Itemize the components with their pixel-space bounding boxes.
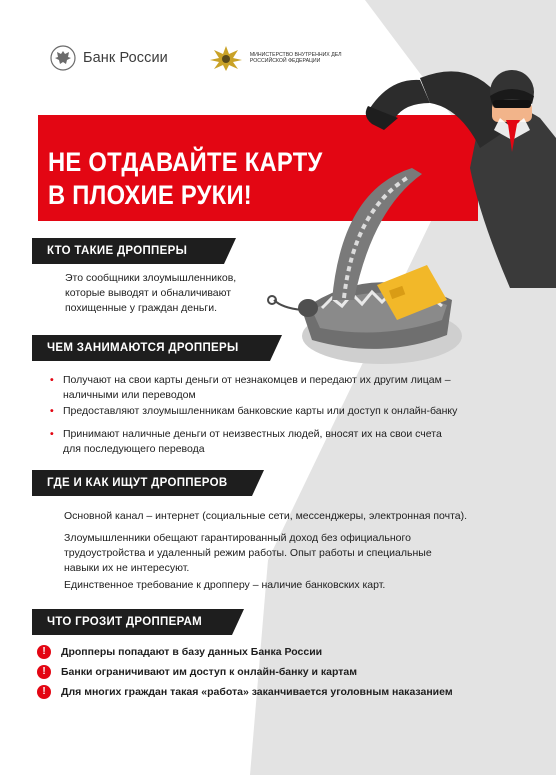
where-line: Единственное требование к дропперу – наличие банковских карт. (64, 579, 386, 591)
bullet-dot: • (50, 405, 54, 417)
title-line2: В ПЛОХИЕ РУКИ! (48, 180, 252, 210)
mvd-logo (208, 44, 350, 72)
threat-item (37, 665, 357, 679)
warning-icon: ! (37, 645, 51, 659)
what-bullet (50, 404, 533, 419)
mvd-name-line1: МИНИСТЕРСТВО ВНУТРЕННИХ ДЕЛ (249, 51, 342, 58)
where-line: трудоустройства и удаленный режим работы. Опыт работы и специальные (64, 547, 432, 559)
warning-icon: ! (37, 665, 51, 679)
cbr-name: Банк России (83, 50, 168, 66)
what-bullet (50, 373, 533, 403)
what-bullet (50, 427, 533, 457)
section-threat-title: ЧТО ГРОЗИТ ДРОППЕРАМ (47, 616, 203, 628)
threat-text: Для многих граждан такая «работа» заканчивается уголовным наказанием (61, 686, 453, 698)
bullet-dot: • (50, 374, 54, 386)
where-paragraph (64, 531, 432, 576)
bear-trap-illustration (262, 160, 462, 370)
title-line1: НЕ ОТДАВАЙТЕ КАРТУ (48, 147, 323, 177)
bullet-line: Получают на свои карты деньги от незнакомцев и передают их другим лицам – (63, 374, 451, 386)
threat-item (37, 685, 453, 699)
cbr-eagle-emblem-icon (50, 45, 76, 71)
header-logos (50, 44, 350, 72)
mvd-name (250, 52, 350, 65)
section-who-title: КТО ТАКИЕ ДРОППЕРЫ (47, 245, 188, 257)
threat-text: Дропперы попадают в базу данных Банка России (61, 646, 323, 658)
warning-icon: ! (37, 685, 51, 699)
section-what-title: ЧЕМ ЗАНИМАЮТСЯ ДРОППЕРЫ (47, 342, 239, 354)
who-line: Это сообщники злоумышленников, (65, 272, 237, 284)
section-where-title: ГДЕ И КАК ИЩУТ ДРОППЕРОВ (47, 477, 228, 489)
where-paragraph (64, 578, 385, 593)
where-line: Основной канал – интернет (социальные сети, мессенджеры, электронная почта). (64, 510, 468, 522)
cbr-logo (50, 45, 168, 71)
who-line: похищенные у граждан деньги. (65, 302, 218, 314)
who-line: которые выводят и обналичивают (65, 287, 232, 299)
mvd-emblem-icon (208, 44, 244, 72)
threat-text: Банки ограничивают им доступ к онлайн-банку и картам (61, 666, 357, 678)
bullet-line: наличными или переводом (63, 389, 196, 401)
bullet-line: Предоставляют злоумышленникам банковские карты или доступ к онлайн-банку (63, 405, 458, 417)
bullet-dot: • (50, 428, 54, 440)
bullet-line: для последующего перевода (63, 443, 205, 455)
bullet-line: Принимают наличные деньги от неизвестных людей, вносят их на свои счета (63, 428, 442, 440)
threat-item (37, 645, 322, 659)
mvd-name-line2: РОССИЙСКОЙ ФЕДЕРАЦИИ (249, 58, 321, 64)
where-paragraph (64, 509, 467, 524)
section-who-text (65, 271, 236, 316)
where-line: Злоумышленники обещают гарантированный доход без официального (64, 532, 411, 544)
where-line: навыки их не интересуют. (64, 562, 190, 574)
